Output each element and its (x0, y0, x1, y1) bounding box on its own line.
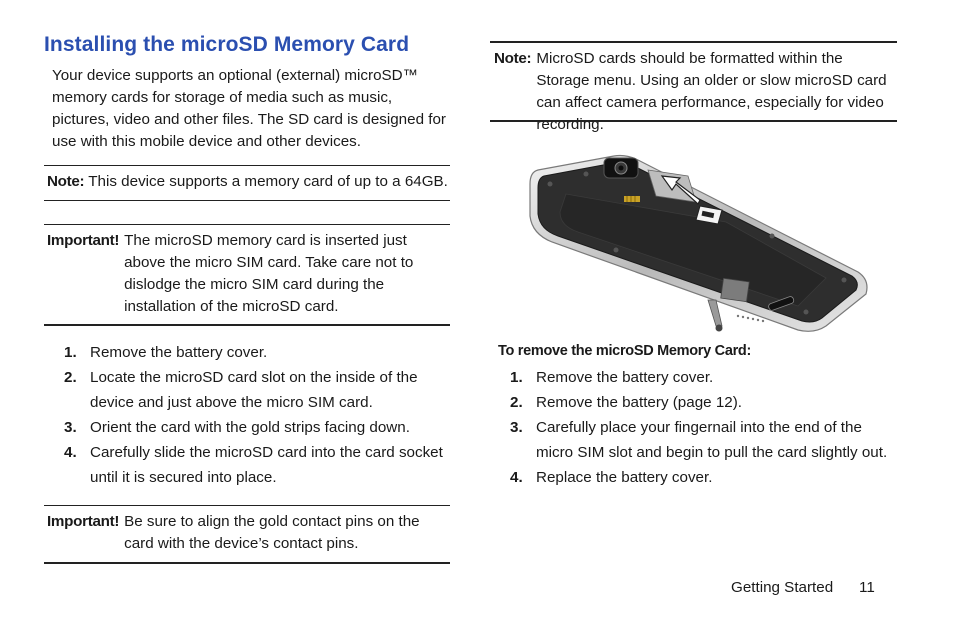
page-title: Installing the microSD Memory Card (44, 33, 410, 56)
important-text: Be sure to align the gold contact pins on the card with the device’s contact pins. (124, 513, 420, 552)
important-label: Important! (47, 513, 120, 530)
divider (490, 41, 897, 43)
list-item: 4. Carefully slide the microSD card into the card socket until it is secured into place. (64, 444, 443, 486)
remove-heading: To remove the microSD Memory Card: (498, 343, 752, 359)
install-steps-list (64, 340, 448, 490)
phone-back-microsd-slot-illustration (526, 150, 872, 336)
list-item: 1. Remove the battery cover. (510, 369, 714, 386)
list-item: 2. Locate the microSD card slot on the inside of the device and just above the micro SIM card. (64, 369, 418, 411)
divider (44, 224, 450, 225)
divider (44, 324, 450, 326)
list-item: 3. Carefully place your fingernail into the end of the micro SIM slot and begin to pull the card slightly out. (510, 419, 888, 461)
note-capacity (47, 171, 450, 193)
important-pins (47, 511, 447, 555)
note-label: Note: (494, 50, 532, 67)
intro-paragraph: Your device supports an optional (external) microSD™ memory cards for storage of media such as music, pictures, video and other files. The SD card is designed for use with this mobile device and other devices. (52, 67, 446, 150)
list-item: 2. Remove the battery (page 12). (510, 394, 742, 411)
footer-section-label: Getting Started (731, 579, 834, 596)
remove-steps-list (510, 365, 902, 490)
important-sim (47, 230, 447, 318)
divider (44, 505, 450, 506)
note-format (494, 48, 894, 136)
list-item: 3. Orient the card with the gold strips facing down. (64, 419, 410, 436)
list-item: 4. Replace the battery cover. (510, 469, 713, 486)
note-text: This device supports a memory card of up to a 64GB. (88, 173, 448, 190)
important-label: Important! (47, 232, 120, 249)
note-text: MicroSD cards should be formatted within the Storage menu. Using an older or slow microSD card can affect camera performance, especially for video recording. (536, 50, 887, 133)
divider (44, 200, 450, 201)
divider (44, 562, 450, 564)
divider (490, 120, 897, 122)
note-label: Note: (47, 173, 85, 190)
divider (44, 165, 450, 166)
page-number: 11 (859, 579, 875, 596)
list-item: 1. Remove the battery cover. (64, 344, 268, 361)
important-text: The microSD memory card is inserted just above the micro SIM card. Take care not to dislodge the micro SIM card during the installation of the microSD card. (124, 232, 414, 315)
